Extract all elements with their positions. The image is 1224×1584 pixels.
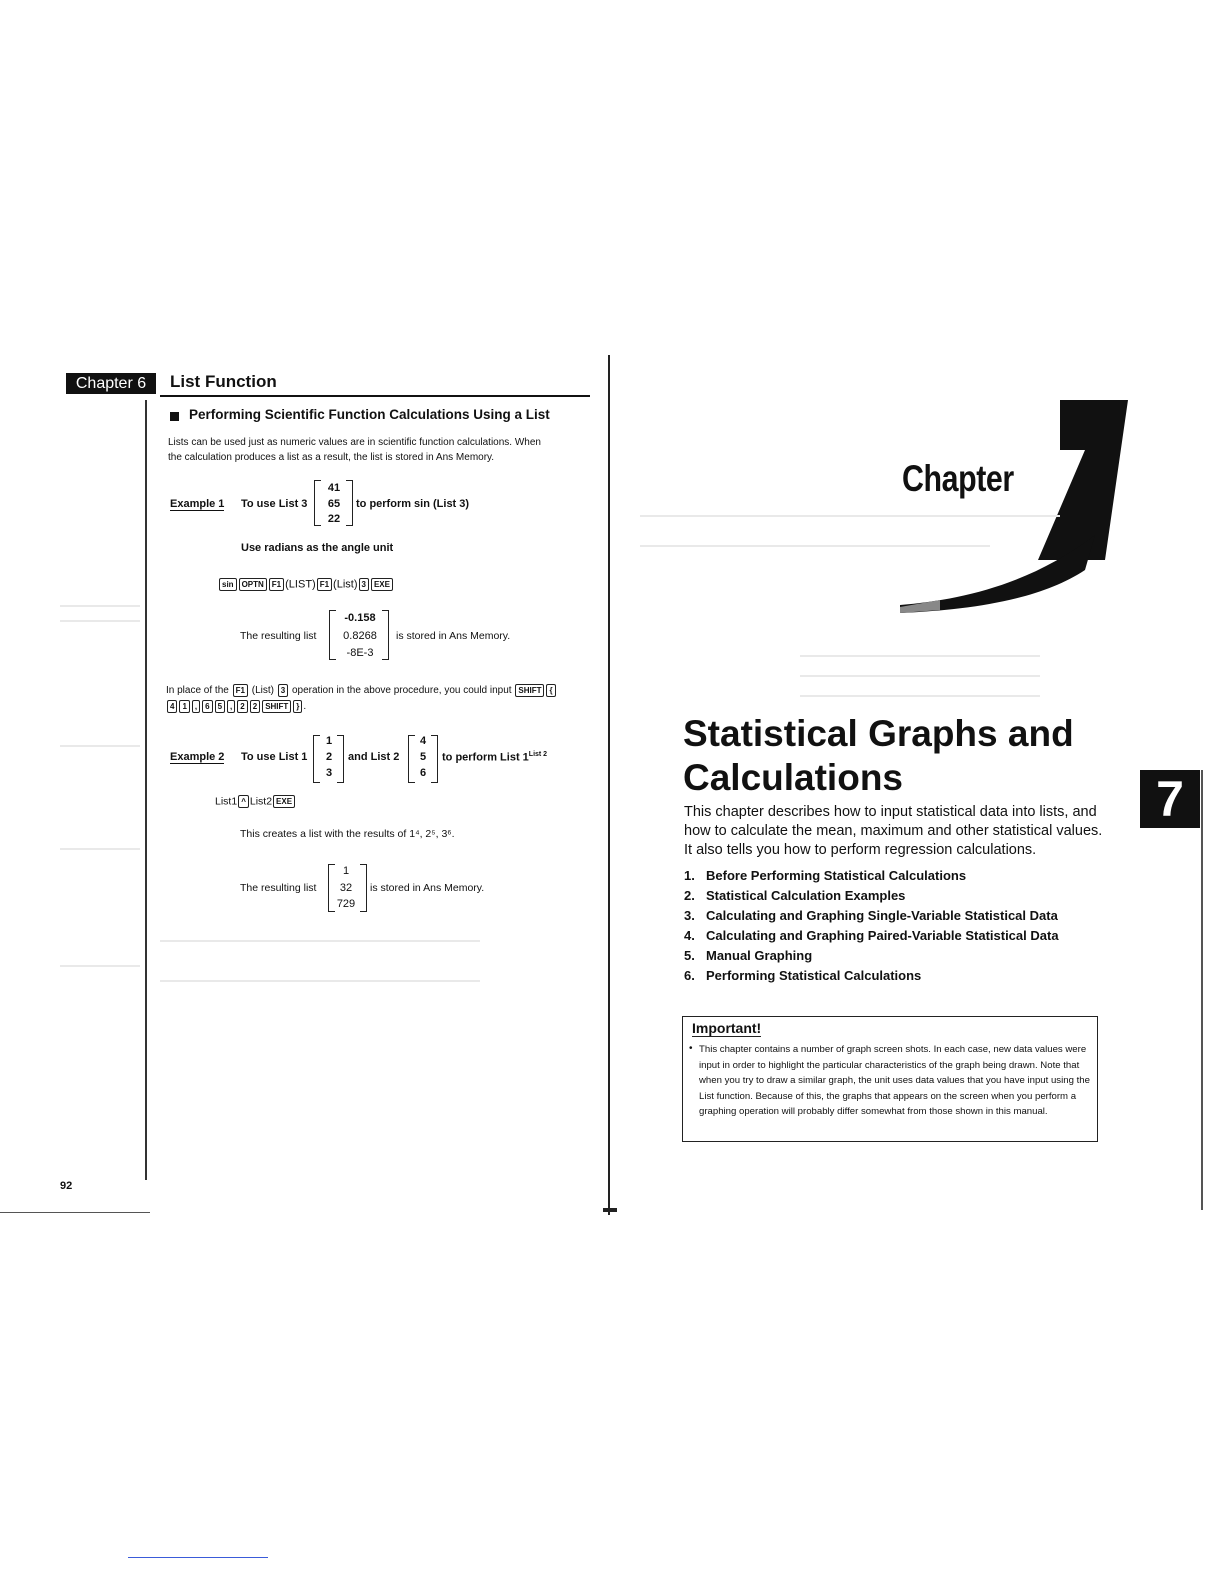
result2-cell: 1 [342,865,350,877]
header-title: List Function [170,372,277,391]
toc-item[interactable]: 5. Manual Graphing [684,948,813,963]
spine-foot [603,1208,617,1212]
three-key: 3 [278,684,288,697]
result1-bracket-right [382,610,389,660]
right-edge-rule [1201,770,1203,1210]
margin-line [145,400,147,1180]
list1-cell: 2 [325,751,333,763]
chapter-tag: Chapter 6 [66,373,156,394]
intro-text: Lists can be used just as numeric values are in scientific function calculations. When the calculation produces a list as a result, the list is stored in Ans Memory. [168,437,541,463]
result1-suffix: is stored in Ans Memory. [396,630,511,642]
header-rule [160,395,590,397]
brace-close-key: } [293,700,302,713]
list3-cell: 22 [327,513,341,525]
result1-cell: -8E-3 [346,647,374,659]
important-title: Important! [692,1020,762,1036]
inplace-keys-line2: 4 1 , 6 5 , 2 2 SHIFT } . [166,700,306,713]
shift-key: SHIFT [262,700,291,713]
result1-cell: -0.158 [344,612,376,624]
important-box [682,1016,1098,1142]
chapter-word: Chapter [902,458,1014,499]
list1-bracket-right [337,735,344,783]
angle-note: Use radians as the angle unit [241,542,394,554]
shift-key: SHIFT [515,684,544,697]
section-title: Performing Scientific Function Calculations Using a List [189,407,550,422]
list2-cell: 6 [419,767,427,779]
creates-text: This creates a list with the results of 1⁴, 2⁵, 3⁶. [240,828,455,840]
page-spine [608,355,610,1215]
list3-cell: 65 [327,498,341,510]
exe-key: EXE [273,795,295,808]
toc-item[interactable]: 1. Before Performing Statistical Calculations [684,868,967,883]
two-key: 2 [237,700,247,713]
five-key: 5 [215,700,225,713]
section-bullet [170,412,179,421]
list1-cell: 3 [325,767,333,779]
chapter-description: This chapter describes how to input statistical data into lists, and how to calculate the mean, maximum and other statistical values. It also tells you how to perform regression calculations. [684,804,1103,858]
result2-prefix: The resulting list [240,882,317,894]
two-key: 2 [250,700,260,713]
four-key: 4 [167,700,177,713]
chapter-title: Statistical Graphs and Calculations [683,713,1074,798]
list2-cell: 4 [419,735,427,747]
important-bullet: • [689,1043,693,1054]
result2-cell: 32 [339,882,353,894]
result2-suffix: is stored in Ans Memory. [370,882,485,894]
six-key: 6 [202,700,212,713]
chapter-side-tab: 7 [1140,770,1200,828]
key-sequence-2: List1 ^ List2 EXE [215,795,296,808]
example2-text-c: to perform List $1^{List 2}$ [442,751,548,764]
list3-cell: 41 [327,482,341,494]
list-text: (List) [333,578,358,591]
result2-bracket-right [360,864,367,912]
inplace-note: In place of the F1 (List) 3 operation in the above procedure, you could input SHIFT { [166,684,557,697]
example1-text-b: to perform sin (List 3) [356,498,470,510]
sin-key: sin [219,578,237,591]
comma-key: , [192,700,200,713]
toc-item[interactable]: 2. Statistical Calculation Examples [684,888,906,903]
toc-list [684,868,1059,988]
bottom-rule [0,1212,150,1213]
f1-key: F1 [317,578,332,591]
result1-bracket-left [329,610,336,660]
list2-cell: 5 [419,751,427,763]
toc-item[interactable]: 6. Performing Statistical Calculations [684,968,922,983]
chapter-seven-graphic [880,395,1140,625]
list2-bracket-right [431,735,438,783]
bottom-blue-line [128,1557,268,1558]
list-menu-text: (LIST) [285,578,316,591]
exe-key: EXE [371,578,393,591]
result1-prefix: The resulting list [240,630,317,642]
brace-open-key: { [546,684,555,697]
example1-text-a: To use List 3 [241,498,308,510]
page-number: 92 [60,1180,73,1192]
important-text: This chapter contains a number of graph screen shots. In each case, new data values were input in order to highlight the particular characteristics of the graph being drawn. Note that when you try to draw a similar graph, the unit uses data values that you have input using the List function. Because of this, the graphs that appears on the screen when you perform a graphing operation will probably differ somewhat from those shown in this manual. [699,1044,1090,1118]
three-key: 3 [359,578,369,591]
f1-key: F1 [233,684,248,697]
power-key: ^ [238,795,249,808]
example1-label: Example 1 [170,498,225,510]
one-key: 1 [179,700,189,713]
list3-bracket-right [346,480,353,526]
result2-cell: 729 [336,898,356,910]
toc-item[interactable]: 4. Calculating and Graphing Paired-Variable Statistical Data [684,928,1059,943]
f1-key: F1 [269,578,284,591]
optn-key: OPTN [239,578,267,591]
example2-label: Example 2 [170,751,225,763]
toc-item[interactable]: 3. Calculating and Graphing Single-Variable Statistical Data [684,908,1058,923]
example2-text-b: and List 2 [348,751,400,763]
example2-text-a: To use List 1 [241,751,308,763]
result1-cell: 0.8268 [343,630,377,642]
key-sequence-1 [218,578,394,591]
superscript: List 2 [528,751,548,758]
list1-cell: 1 [325,735,333,747]
comma-key: , [227,700,235,713]
